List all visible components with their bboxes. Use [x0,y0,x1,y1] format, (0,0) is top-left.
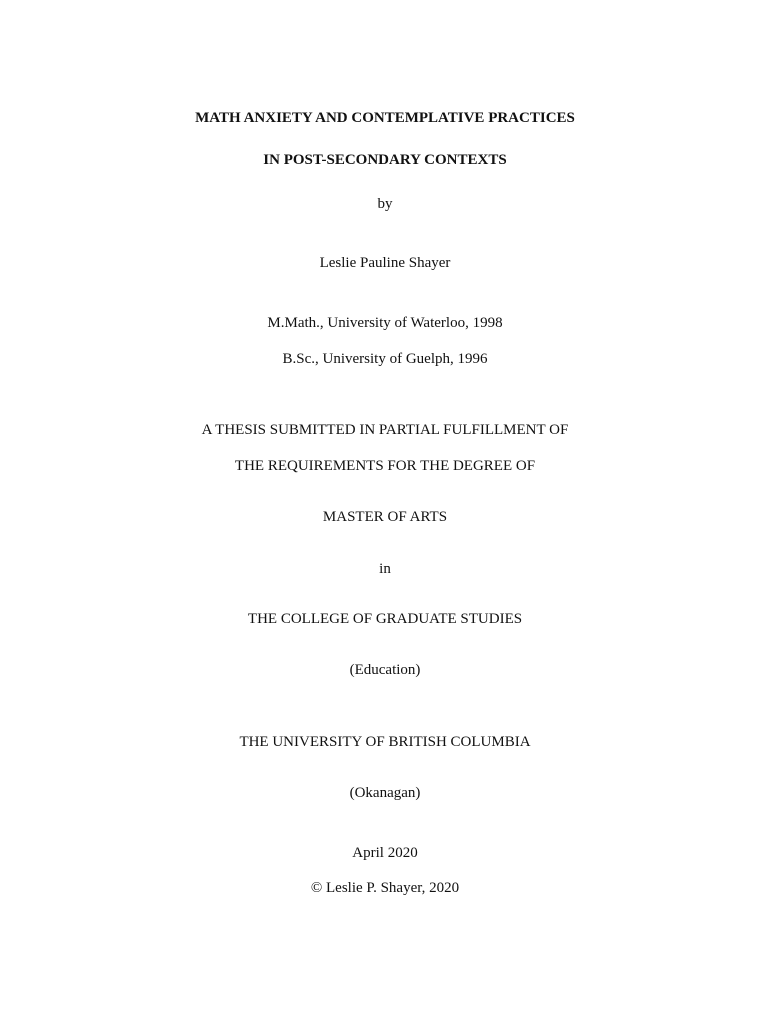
copyright-notice: © Leslie P. Shayer, 2020 [310,880,460,896]
by-text: by [377,196,393,212]
degree-name: MASTER OF ARTS [322,509,448,525]
thesis-title-line-1: MATH ANXIETY AND CONTEMPLATIVE PRACTICES [195,110,575,126]
author-name: Leslie Pauline Shayer [319,255,451,271]
submission-statement-line-1: A THESIS SUBMITTED IN PARTIAL FULFILLMENT OF [201,422,569,438]
university-name: THE UNIVERSITY OF BRITISH COLUMBIA [239,734,531,750]
field-of-study: (Education) [349,662,421,678]
submission-date: April 2020 [352,845,418,861]
thesis-title-line-2: IN POST-SECONDARY CONTEXTS [263,152,507,168]
college-name: THE COLLEGE OF GRADUATE STUDIES [247,611,523,627]
campus-name: (Okanagan) [349,785,421,801]
prior-degree-1: M.Math., University of Waterloo, 1998 [267,315,503,331]
submission-statement-line-2: THE REQUIREMENTS FOR THE DEGREE OF [234,458,536,474]
prior-degree-2: B.Sc., University of Guelph, 1996 [282,351,488,367]
in-text: in [379,561,391,577]
